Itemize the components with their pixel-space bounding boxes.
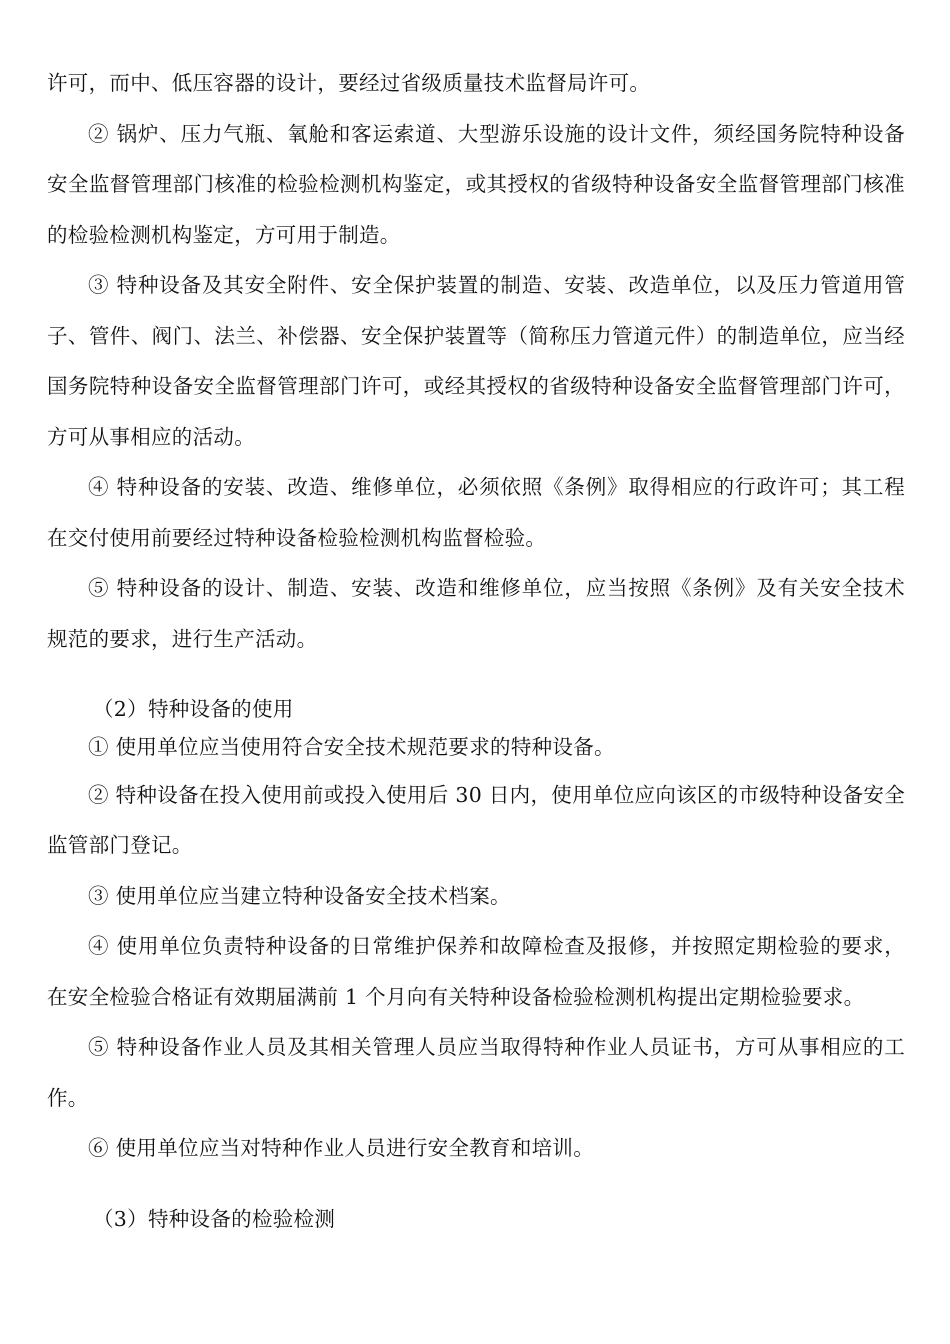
paragraph-usage-item-4: ④ 使用单位负责特种设备的日常维护保养和故障检查及报修，并按照定期检验的要求，在安全检验合格证有效期届满前 1 个月向有关特种设备检验检测机构提出定期检验要求。	[47, 934, 905, 1009]
section-heading-inspection: （3）特种设备的检验检测	[93, 1206, 336, 1231]
paragraph-usage-item-1: ① 使用单位应当使用符合安全技术规范要求的特种设备。	[88, 735, 615, 759]
paragraph-item-5-production-activities: ⑤ 特种设备的设计、制造、安装、改造和维修单位，应当按照《条例》及有关安全技术规范的要求，进行生产活动。	[47, 576, 905, 651]
paragraph-design-permit-continuation: 许可，而中、低压容器的设计，要经过省级质量技术监督局许可。	[47, 71, 651, 95]
section-spacer	[47, 664, 905, 696]
paragraph-item-4-installation-units: ④ 特种设备的安装、改造、维修单位，必须依照《条例》取得相应的行政许可；其工程在交付使用前要经过特种设备检验检测机构监督检验。	[47, 475, 905, 550]
section-spacer	[47, 1174, 905, 1206]
paragraph-usage-item-5: ⑤ 特种设备作业人员及其相关管理人员应当取得特种作业人员证书，方可从事相应的工作。	[47, 1035, 905, 1110]
paragraph-usage-item-3: ③ 使用单位应当建立特种设备安全技术档案。	[88, 883, 511, 908]
document-page	[47, 58, 905, 1232]
paragraph-item-2-design-files: ② 锅炉、压力气瓶、氧舱和客运索道、大型游乐设施的设计文件，须经国务院特种设备安全监督管理部门核准的检验检测机构鉴定，或其授权的省级特种设备安全监督管理部门核准的检验检测机构鉴定，方可用于制造。	[47, 121, 905, 247]
paragraph-item-3-manufacturing-units: ③ 特种设备及其安全附件、安全保护装置的制造、安装、改造单位，以及压力管道用管子、管件、阀门、法兰、补偿器、安全保护装置等（简称压力管道元件）的制造单位，应当经国务院特种设备安全监督管理部门许可，或经其授权的省级特种设备安全监督管理部门许可，方可从事相应的活动。	[47, 273, 905, 449]
paragraph-usage-item-6: ⑥ 使用单位应当对特种作业人员进行安全教育和培训。	[88, 1136, 595, 1160]
paragraph-usage-item-2: ② 特种设备在投入使用前或投入使用后 30 日内，使用单位应向该区的市级特种设备安全监管部门登记。	[47, 782, 905, 857]
section-heading-usage: （2）特种设备的使用	[93, 697, 294, 721]
